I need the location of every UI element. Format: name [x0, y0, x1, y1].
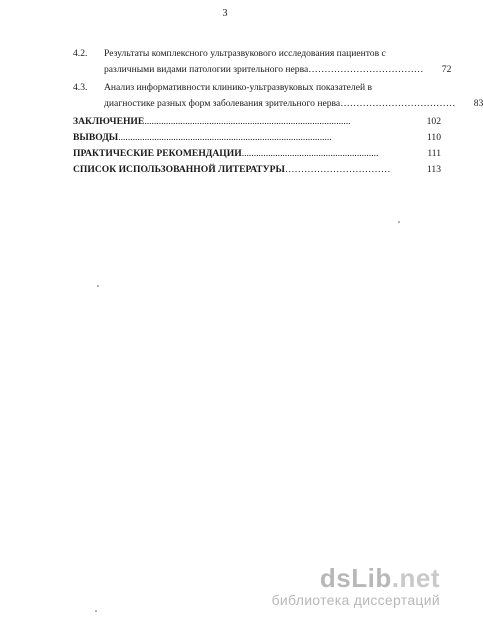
toc-page-number: 110: [426, 132, 441, 143]
scan-speck: [97, 285, 99, 287]
table-of-contents: [73, 46, 483, 178]
toc-entry-4-3: [73, 80, 483, 112]
toc-entry-references: [73, 162, 441, 178]
toc-section-label: ВЫВОДЫ: [73, 132, 119, 143]
toc-dot-leader: ......................................................................................: [144, 116, 351, 127]
toc-entry-number: 4.3.: [73, 82, 88, 93]
toc-entry-recommendations: [73, 146, 441, 162]
toc-dot-leader: ………………………………: [308, 64, 424, 75]
toc-entry-conclusion: [73, 114, 441, 130]
watermark-brand-main: dsLib: [319, 563, 392, 593]
toc-entry-title-line1: Результаты комплексного ультразвукового исследования пациентов с: [104, 48, 386, 59]
watermark: [272, 564, 440, 608]
toc-page-number: 102: [426, 116, 441, 127]
toc-dot-leader: ………………………………: [340, 98, 456, 109]
toc-section-label: ПРАКТИЧЕСКИЕ РЕКОМЕНДАЦИИ: [73, 148, 242, 159]
watermark-brand-suffix: .net: [391, 563, 440, 593]
toc-entry-findings: [73, 130, 441, 146]
toc-entry-title-line1: Анализ информативности клинико-ультразвуковых показателей в: [104, 82, 373, 93]
toc-page-number: 111: [427, 148, 441, 159]
toc-entry-4-2: [73, 46, 452, 78]
toc-section-label: СПИСОК ИСПОЛЬЗОВАННОЙ ЛИТЕРАТУРЫ: [73, 164, 285, 175]
toc-dot-leader: .........................................................: [241, 148, 379, 159]
toc-dot-leader: .........................................................................................: [118, 132, 332, 143]
toc-entry-title-line2: диагностике разных форм заболевания зрительного нерва: [104, 98, 341, 109]
toc-entry-number: 4.2.: [73, 48, 88, 59]
toc-page-number: 72: [441, 64, 452, 75]
toc-entry-title-line2: различными видами патологии зрительного нерва: [104, 64, 309, 75]
scan-speck: [398, 221, 400, 223]
toc-page-number: 113: [426, 164, 441, 175]
toc-dot-leader: ……………………………: [284, 164, 391, 175]
watermark-tagline: библиотека диссертаций: [271, 592, 440, 608]
scan-speck: [95, 610, 97, 612]
watermark-brand: [272, 564, 440, 592]
page-number: 3: [222, 8, 228, 19]
toc-page-number: 83: [473, 98, 483, 109]
toc-section-label: ЗАКЛЮЧЕНИЕ: [73, 116, 145, 127]
